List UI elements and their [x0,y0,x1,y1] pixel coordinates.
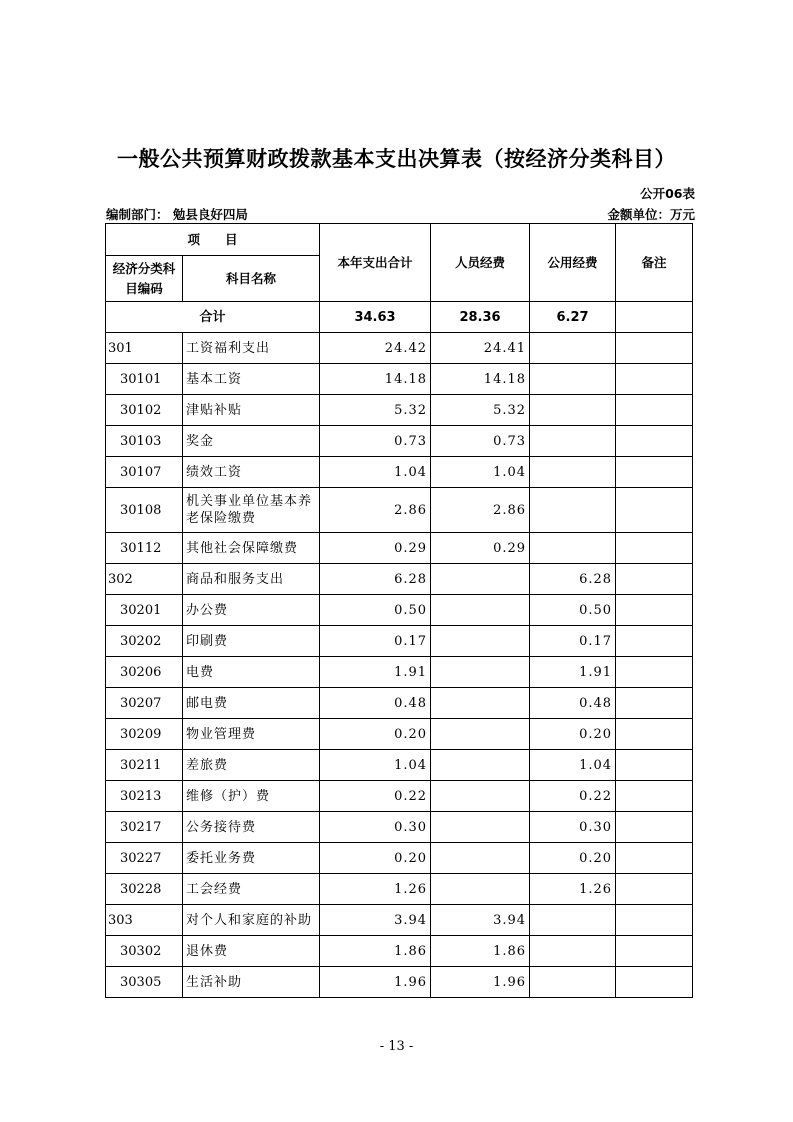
row-total: 14.18 [320,364,431,395]
table-row [106,488,693,533]
header-total: 本年支出合计 [320,224,431,302]
row-public [530,364,616,395]
row-code: 30227 [106,843,183,874]
table-row [106,967,693,998]
row-note [616,626,693,657]
row-personnel: 1.04 [431,457,530,488]
header-note: 备注 [616,224,693,302]
page-title: 一般公共预算财政拨款基本支出决算表（按经济分类科目） [117,147,676,171]
row-personnel: 0.29 [431,533,530,564]
table-row [106,843,693,874]
row-total: 0.17 [320,626,431,657]
row-note [616,719,693,750]
row-name: 工会经费 [183,874,320,905]
table-row [106,457,693,488]
row-code: 30202 [106,626,183,657]
row-code: 30305 [106,967,183,998]
table-row [106,781,693,812]
row-code: 30207 [106,688,183,719]
row-note [616,564,693,595]
row-note [616,595,693,626]
row-code: 30101 [106,364,183,395]
row-total: 1.04 [320,457,431,488]
row-note [616,333,693,364]
row-name: 物业管理费 [183,719,320,750]
row-name: 退休费 [183,936,320,967]
amount-unit-label: 金额单位：万元 [607,207,695,222]
row-public: 0.22 [530,781,616,812]
header-public: 公用经费 [530,224,616,302]
row-total: 1.96 [320,967,431,998]
table-row [106,936,693,967]
table-row [106,364,693,395]
row-personnel [431,688,530,719]
row-total: 2.86 [320,488,431,533]
total-personnel: 28.36 [431,302,530,333]
row-note [616,395,693,426]
row-code: 302 [106,564,183,595]
row-total: 0.29 [320,533,431,564]
row-name: 绩效工资 [183,457,320,488]
table-row [106,626,693,657]
row-note [616,657,693,688]
table-row [106,333,693,364]
table-row [106,688,693,719]
row-public [530,457,616,488]
row-name: 电费 [183,657,320,688]
row-personnel [431,564,530,595]
row-name: 公务接待费 [183,812,320,843]
row-public [530,395,616,426]
row-note [616,936,693,967]
row-name: 邮电费 [183,688,320,719]
row-public [530,426,616,457]
row-note [616,905,693,936]
header-item: 项 目 [106,224,320,256]
row-public [530,905,616,936]
row-name: 其他社会保障缴费 [183,533,320,564]
row-note [616,967,693,998]
row-public: 1.91 [530,657,616,688]
row-personnel: 0.73 [431,426,530,457]
row-public [530,488,616,533]
row-total: 1.91 [320,657,431,688]
row-note [616,781,693,812]
row-public: 0.20 [530,719,616,750]
row-note [616,843,693,874]
row-name: 奖金 [183,426,320,457]
table-row [106,812,693,843]
row-public: 0.30 [530,812,616,843]
row-note [616,688,693,719]
row-personnel [431,812,530,843]
row-personnel: 24.41 [431,333,530,364]
row-total: 1.86 [320,936,431,967]
row-name: 基本工资 [183,364,320,395]
row-public: 0.17 [530,626,616,657]
row-personnel [431,874,530,905]
expenditure-table [105,223,693,998]
table-row [106,719,693,750]
total-amount: 34.63 [320,302,431,333]
row-code: 301 [106,333,183,364]
row-code: 30112 [106,533,183,564]
row-code: 30103 [106,426,183,457]
table-row [106,564,693,595]
table-row [106,750,693,781]
row-name: 办公费 [183,595,320,626]
row-total: 24.42 [320,333,431,364]
row-public [530,333,616,364]
total-note [616,302,693,333]
row-code: 30217 [106,812,183,843]
table-row [106,533,693,564]
row-note [616,488,693,533]
row-personnel [431,626,530,657]
row-personnel [431,750,530,781]
row-personnel [431,595,530,626]
row-name: 工资福利支出 [183,333,320,364]
row-code: 30206 [106,657,183,688]
row-total: 0.48 [320,688,431,719]
row-code: 30213 [106,781,183,812]
table-row [106,657,693,688]
row-public: 0.20 [530,843,616,874]
header-name: 科目名称 [183,256,320,302]
header-personnel: 人员经费 [431,224,530,302]
row-public: 6.28 [530,564,616,595]
row-note [616,426,693,457]
row-name: 印刷费 [183,626,320,657]
table-row [106,874,693,905]
row-code: 30201 [106,595,183,626]
table-row [106,905,693,936]
row-personnel [431,781,530,812]
row-note [616,457,693,488]
row-public: 0.48 [530,688,616,719]
row-total: 5.32 [320,395,431,426]
row-total: 0.20 [320,843,431,874]
row-name: 对个人和家庭的补助 [183,905,320,936]
row-total: 1.04 [320,750,431,781]
page-number: - 13 - [379,1039,414,1054]
total-public: 6.27 [530,302,616,333]
row-total: 0.50 [320,595,431,626]
row-name: 津贴补贴 [183,395,320,426]
row-personnel: 14.18 [431,364,530,395]
row-public: 0.50 [530,595,616,626]
row-name: 生活补助 [183,967,320,998]
row-note [616,812,693,843]
row-personnel: 3.94 [431,905,530,936]
row-note [616,533,693,564]
row-code: 303 [106,905,183,936]
row-name: 机关事业单位基本养老保险缴费 [183,488,320,533]
total-row [106,302,693,333]
row-name: 维修（护）费 [183,781,320,812]
table-row [106,395,693,426]
row-public [530,936,616,967]
row-code: 30211 [106,750,183,781]
row-total: 0.22 [320,781,431,812]
row-name: 差旅费 [183,750,320,781]
row-name: 商品和服务支出 [183,564,320,595]
table-row [106,426,693,457]
row-public [530,533,616,564]
row-total: 0.20 [320,719,431,750]
row-personnel: 5.32 [431,395,530,426]
row-personnel [431,719,530,750]
row-personnel [431,843,530,874]
header-code: 经济分类科目编码 [106,256,183,302]
table-row [106,595,693,626]
row-personnel: 1.86 [431,936,530,967]
total-label: 合计 [106,302,320,333]
row-personnel: 1.96 [431,967,530,998]
row-public: 1.04 [530,750,616,781]
row-code: 30107 [106,457,183,488]
row-personnel [431,657,530,688]
row-note [616,874,693,905]
row-total: 0.30 [320,812,431,843]
row-code: 30108 [106,488,183,533]
row-note [616,750,693,781]
row-note [616,364,693,395]
row-total: 0.73 [320,426,431,457]
row-code: 30302 [106,936,183,967]
row-code: 30102 [106,395,183,426]
row-name: 委托业务费 [183,843,320,874]
row-public [530,967,616,998]
row-public: 1.26 [530,874,616,905]
row-personnel: 2.86 [431,488,530,533]
row-code: 30209 [106,719,183,750]
row-total: 3.94 [320,905,431,936]
row-total: 6.28 [320,564,431,595]
row-total: 1.26 [320,874,431,905]
department-label: 编制部门： 勉县良好四局 [106,207,248,222]
form-number: 公开06表 [640,186,695,201]
row-code: 30228 [106,874,183,905]
